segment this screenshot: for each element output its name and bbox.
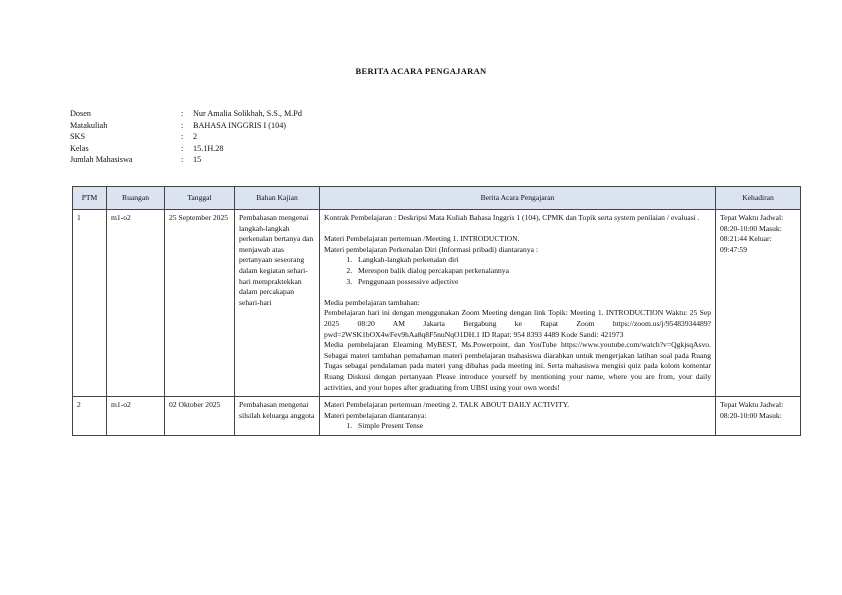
info-row-kelas <box>70 143 302 155</box>
cell-ruangan: m1-o2 <box>107 397 165 436</box>
header-ruangan: Ruangan <box>107 187 165 210</box>
table-row <box>73 210 801 397</box>
list-item: 2. Merespon balik dialog percakapan perkenalannya <box>354 266 711 277</box>
info-value: BAHASA INGGRIS I (104) <box>193 120 287 130</box>
media-label: Media pembelajaran tambahan: <box>324 297 420 307</box>
info-value: Nur Amalia Solikhah, S.S., M.Pd <box>193 109 302 118</box>
meeting-title: Materi Pembelajaran pertemuan /meeting 2. TALK ABOUT DAILY ACTIVITY. <box>324 400 570 410</box>
cell-ruangan: m1-o2 <box>107 210 165 397</box>
cell-bahan-kajian: Pembahasan mengenai silsilah keluarga anggota <box>235 397 320 436</box>
info-colon: : <box>181 143 184 153</box>
zoom-text: Pembelajaran hari ini dengan menggunakan Zoom Meeting dengan link Topik: Meeting 1. INTRODUCTION Waktu: 25 Sep 2025 08:20 AM Jakarta Bergabung ke Rapat Zoom https://zoom.us/j/95483934489?pwd=2WSK1bOX4wFev9hAa8q8F5nuNqO1DH.1 ID Rapat: 954 8393 4489 Kode Sandi: 421973 <box>324 308 711 339</box>
info-colon: : <box>181 120 184 130</box>
header-kehadiran: Kehadiran <box>716 187 801 210</box>
cell-berita-acara <box>320 397 716 436</box>
meeting-title: Materi Pembelajaran pertemuan /Meeting 1. INTRODUCTION. <box>324 234 520 244</box>
cell-tanggal: 25 September 2025 <box>165 210 235 397</box>
materi-intro: Materi pembelajaran Perkenalan Diri (Informasi pribadi) diantaranya : <box>324 244 539 254</box>
cell-berita-acara <box>320 210 716 397</box>
info-value: 15 <box>193 155 202 164</box>
cell-bahan-kajian: Pembahasan mengenai langkah-langkah perkenalan bertanya dan menjawab atas pertanyaan seseorang dalam kegiatan sehari-hari mempraktekkan dalam percakapan sehari-hari <box>235 210 320 397</box>
header-berita-acara: Berita Acara Pengajaran <box>320 187 716 210</box>
info-colon: : <box>181 109 184 118</box>
materi-list <box>324 421 711 432</box>
info-row-matakuliah <box>70 120 302 132</box>
header-tanggal: Tanggal <box>165 187 235 210</box>
media-text: Media pembelajaran Elearning MyBEST, Ms.Powerpoint, dan YouTube https://www.youtube.com/watch?v=QgkjsqAsvo. Sebagai materi tambahan pemahaman materi pembelajaran mahasiswa diarahkan untuk mengerjakan latihan soal pada Ruang Tugas sebagai pendalaman pada materi yang dibahas pada meeting ini. Serta mahasiswa mengisi quiz pada kolom komentar Ruang Diskusi dengan pertanyaan Please introduce yourself by mentioning your name, where you are from, your daily activities, and your hopes after graduating from UBSI using your own words! <box>324 340 711 392</box>
materi-intro: Materi pembelajaran diantaranya: <box>324 410 427 420</box>
kontrak-text: Kontrak Pembelajaran : Deskripsi Mata Kuliah Bahasa Inggris 1 (104), CPMK dan Topik serta system penilaian / evaluasi . <box>324 213 700 222</box>
list-item: 3. Penggunaan possessive adjective <box>354 277 711 288</box>
info-label: Dosen <box>70 109 91 118</box>
info-label: Jumlah Mahasiswa <box>70 155 133 164</box>
info-row-jumlah-mahasiswa <box>70 154 302 166</box>
info-label: SKS <box>70 132 86 141</box>
info-row-dosen <box>70 108 302 120</box>
materi-list <box>324 255 711 287</box>
list-item: 1. Langkah-langkah perkenalan diri <box>354 255 711 266</box>
list-item: 1. Simple Present Tense <box>354 421 711 432</box>
info-colon: : <box>181 132 184 141</box>
info-colon: : <box>181 155 184 164</box>
info-label: Matakuliah <box>70 120 108 130</box>
info-value: 2 <box>193 132 198 141</box>
header-ptm: PTM <box>73 187 107 210</box>
teaching-record-table <box>72 186 801 436</box>
table-row <box>73 397 801 436</box>
page-title: BERITA ACARA PENGAJARAN <box>355 66 487 76</box>
cell-tanggal: 02 Oktober 2025 <box>165 397 235 436</box>
info-row-sks <box>70 131 302 143</box>
info-label: Kelas <box>70 143 89 153</box>
header-bahan-kajian: Bahan Kajian <box>235 187 320 210</box>
info-value: 15.1H.28 <box>193 143 224 153</box>
cell-ptm: 2 <box>73 397 107 436</box>
cell-kehadiran: Tepat Waktu Jadwal: 08:20-10:00 Masuk: <box>716 397 801 436</box>
cell-kehadiran: Tepat Waktu Jadwal: 08:20-10:00 Masuk: 08:21:44 Keluar: 09:47:59 <box>716 210 801 397</box>
table-header-row <box>73 187 801 210</box>
course-info <box>70 108 302 166</box>
cell-ptm: 1 <box>73 210 107 397</box>
